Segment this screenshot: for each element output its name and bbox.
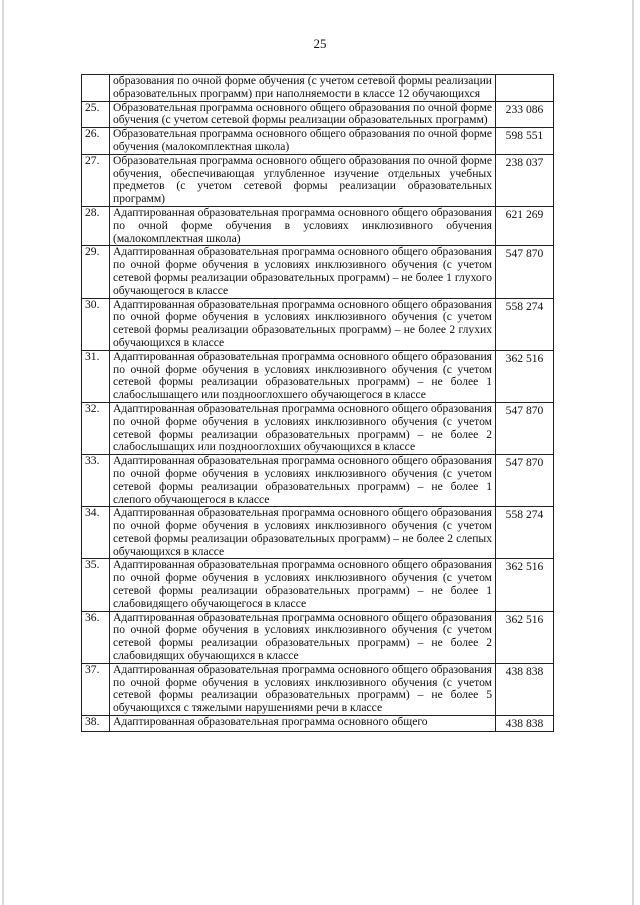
row-value: 362 516 [496,350,554,402]
row-description: Адаптированная образовательная программа основного общего образования по очной форме обучения в условиях инклюзивного обучения (с учетом сетевой формы реализации образовательных программ) – не более 2 глухих обучающихся в классе [110,298,496,350]
row-number: 30. [82,298,110,350]
table-row [82,298,554,350]
row-description: Образовательная программа основного общего образования по очной форме обучения, обеспечивающая углубленное изучение отдельных учебных предметов (с учетом сетевой формы реализации образовательных программ) [110,154,496,206]
row-description: Адаптированная образовательная программа основного общего образования по очной форме обучения в условиях инклюзивного обучения (с учетом сетевой формы реализации образовательных программ) – не более 2 слепых обучающихся в классе [110,507,496,559]
row-value: 233 086 [496,101,554,128]
row-value: 547 870 [496,455,554,507]
row-value: 558 274 [496,298,554,350]
scan-edge-left [2,0,4,905]
table-row [82,128,554,155]
cost-table [81,74,554,732]
table-row [82,455,554,507]
row-number: 38. [82,716,110,732]
row-number: 36. [82,611,110,663]
row-number: 33. [82,455,110,507]
table-row [82,402,554,454]
table-row [82,101,554,128]
table-row [82,154,554,206]
row-description: Адаптированная образовательная программа основного общего образования по очной форме обучения в условиях инклюзивного обучения (с учетом сетевой формы реализации образовательных программ) – не более 5 обучающихся с тяжелыми нарушениями речи в классе [110,663,496,715]
row-number: 29. [82,246,110,298]
row-value: 547 870 [496,246,554,298]
row-number: 28. [82,206,110,245]
table-row [82,350,554,402]
row-number: 34. [82,507,110,559]
row-number: 32. [82,402,110,454]
row-description: Образовательная программа основного общего образования по очной форме обучения (малокомплектная школа) [110,128,496,155]
row-description: Адаптированная образовательная программа основного общего образования по очной форме обучения в условиях инклюзивного обучения (с учетом сетевой формы реализации образовательных программ) – не более 2 слабовидящих обучающихся в классе [110,611,496,663]
row-number: 25. [82,101,110,128]
row-number: 26. [82,128,110,155]
table-row [82,75,554,102]
table-row [82,206,554,245]
row-description: Адаптированная образовательная программа основного общего образования по очной форме обучения в условиях инклюзивного обучения (малокомплектная школа) [110,206,496,245]
row-number: 31. [82,350,110,402]
row-value: 621 269 [496,206,554,245]
row-value: 438 838 [496,663,554,715]
row-description: Адаптированная образовательная программа основного общего образования по очной форме обучения в условиях инклюзивного обучения (с учетом сетевой формы реализации образовательных программ) – не более 1 слабовидящего обучающегося в классе [110,559,496,611]
row-value: 238 037 [496,154,554,206]
page-number: 25 [313,36,327,51]
row-number: 37. [82,663,110,715]
table-row [82,611,554,663]
row-description: Образовательная программа основного общего образования по очной форме обучения (с учетом сетевой формы реализации образовательных программ) [110,101,496,128]
row-description: Адаптированная образовательная программа основного общего [110,716,496,732]
row-value: 438 838 [496,716,554,732]
table-row [82,559,554,611]
row-number [82,75,110,102]
table-row [82,663,554,715]
table-row [82,246,554,298]
row-value [496,75,554,102]
row-description: Адаптированная образовательная программа основного общего образования по очной форме обучения в условиях инклюзивного обучения (с учетом сетевой формы реализации образовательных программ) – не более 2 слабослышащих или позднооглохших обучающихся в классе [110,402,496,454]
row-value: 598 551 [496,128,554,155]
scan-edge-right [632,0,634,905]
row-value: 362 516 [496,611,554,663]
cost-table-body [82,75,554,732]
row-value: 547 870 [496,402,554,454]
row-description: Адаптированная образовательная программа основного общего образования по очной форме обучения в условиях инклюзивного обучения (с учетом сетевой формы реализации образовательных программ) – не более 1 слабослышащего или позднооглохшего обучающегося в классе [110,350,496,402]
table-row [82,507,554,559]
row-number: 27. [82,154,110,206]
table-row [82,716,554,732]
row-value: 362 516 [496,559,554,611]
row-description: образования по очной форме обучения (с учетом сетевой формы реализации образовательных программ) при наполняемости в классе 12 обучающихся [110,75,496,102]
row-value: 558 274 [496,507,554,559]
row-number: 35. [82,559,110,611]
row-description: Адаптированная образовательная программа основного общего образования по очной форме обучения в условиях инклюзивного обучения (с учетом сетевой формы реализации образовательных программ) – не более 1 глухого обучающегося в классе [110,246,496,298]
row-description: Адаптированная образовательная программа основного общего образования по очной форме обучения в условиях инклюзивного обучения (с учетом сетевой формы реализации образовательных программ) – не более 1 слепого обучающегося в классе [110,455,496,507]
